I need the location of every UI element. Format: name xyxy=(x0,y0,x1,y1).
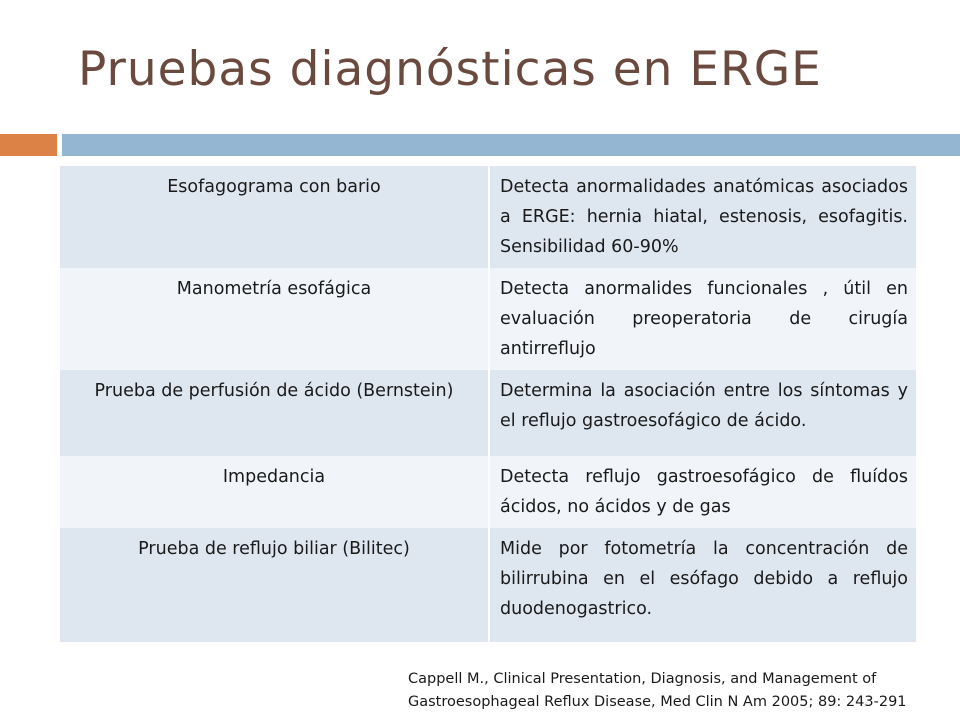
test-description-cell: Detecta reflujo gastroesofágico de fluídos ácidos, no ácidos y de gas xyxy=(489,456,916,528)
test-name-cell: Manometría esofágica xyxy=(60,268,489,370)
reference-citation xyxy=(408,668,948,714)
reference-line-2: Gastroesophageal Reflux Disease, Med Clin N Am 2005; 89: 243-291 xyxy=(408,694,907,710)
test-description-cell: Detecta anormalides funcionales , útil en evaluación preoperatoria de cirugía antirreflujo xyxy=(489,268,916,370)
diagnostic-tests-table xyxy=(60,166,916,642)
test-name-cell: Prueba de perfusión de ácido (Bernstein) xyxy=(60,370,489,456)
test-description-cell: Mide por fotometría la concentración de bilirrubina en el esófago debido a reflujo duodenogastrico. xyxy=(489,528,916,642)
table-row xyxy=(60,528,916,642)
table-row xyxy=(60,370,916,456)
test-name-cell: Impedancia xyxy=(60,456,489,528)
test-name-cell: Prueba de reflujo biliar (Bilitec) xyxy=(60,528,489,642)
table-row xyxy=(60,268,916,370)
accent-bar-orange xyxy=(0,134,57,156)
slide-title: Pruebas diagnósticas en ERGE xyxy=(78,42,822,97)
accent-bar-blue xyxy=(62,134,960,156)
table-row xyxy=(60,166,916,268)
test-name-cell: Esofagograma con bario xyxy=(60,166,489,268)
reference-line-1: Cappell M., Clinical Presentation, Diagnosis, and Management of xyxy=(408,671,877,687)
table-row xyxy=(60,456,916,528)
test-description-cell: Detecta anormalidades anatómicas asociados a ERGE: hernia hiatal, estenosis, esofagitis. Sensibilidad 60-90% xyxy=(489,166,916,268)
test-description-cell: Determina la asociación entre los síntomas y el reflujo gastroesofágico de ácido. xyxy=(489,370,916,456)
